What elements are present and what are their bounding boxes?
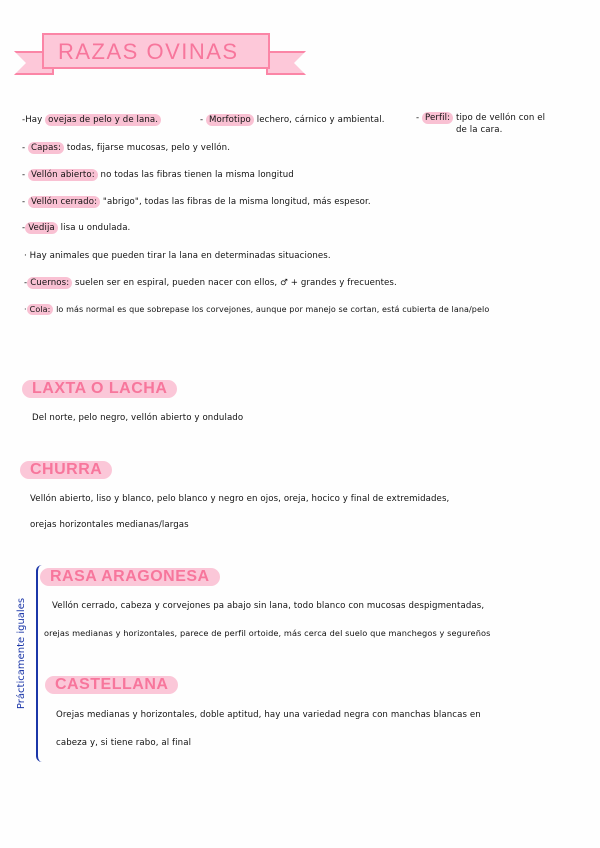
note-vellon-abierto: - Vellón abierto: no todas las fibras tienen la misma longitud xyxy=(22,170,294,180)
note-highlight: Cola: xyxy=(27,304,54,315)
note-highlight: Vedija xyxy=(25,222,58,234)
note-ovejas xyxy=(22,115,161,125)
note-text: todas, fijarse mucosas, pelo y vellón. xyxy=(64,143,231,153)
note-text: tipo de vellón con el xyxy=(453,113,546,123)
banner-tail-right xyxy=(266,51,306,75)
note-highlight: Vellón abierto: xyxy=(28,169,98,181)
breed-churra-line: Vellón abierto, liso y blanco, pelo blanco y negro en ojos, oreja, hocico y final de extremidades, xyxy=(30,494,450,504)
note-highlight: Morfotipo xyxy=(206,114,254,126)
note-cola: · Cola: lo más normal es que sobrepase los corvejones, aunque por manejo se cortan, está cubierta de lana/pelo xyxy=(24,305,490,314)
note-cuernos: - Cuernos: suelen ser en espiral, pueden nacer con ellos, ♂ + grandes y frecuentes. xyxy=(24,278,397,288)
note-text: "abrigo", todas las fibras de la misma longitud, más espesor. xyxy=(100,197,371,207)
note-text: -Hay xyxy=(22,115,46,125)
note-perfil-cont: de la cara. xyxy=(456,125,503,135)
note-text: lisa u ondulada. xyxy=(57,223,131,233)
note-tirar-lana: · Hay animales que pueden tirar la lana en determinadas situaciones. xyxy=(24,251,331,261)
breed-heading-castellana: CASTELLANA xyxy=(45,676,178,694)
note-text: - xyxy=(200,115,207,125)
note-vedija: - Vedija lisa u ondulada. xyxy=(22,223,131,233)
note-perfil xyxy=(416,113,545,123)
side-note: Prácticamente iguales xyxy=(16,597,28,710)
breed-heading-churra: CHURRA xyxy=(20,461,112,479)
banner-body xyxy=(42,33,270,69)
note-text: - xyxy=(416,113,423,123)
note-text: lo más normal es que sobrepase los corvejones, aunque por manejo se cortan, está cubierta de lana/pelo xyxy=(53,305,490,314)
bracket xyxy=(36,565,46,762)
note-capas: - Capas: todas, fijarse mucosas, pelo y vellón. xyxy=(22,143,231,153)
breed-heading-laxta: LAXTA O LACHA xyxy=(22,380,177,398)
page-title: RAZAS OVINAS xyxy=(58,39,239,64)
breed-castellana-line: cabeza y, si tiene rabo, al final xyxy=(56,738,192,748)
note-highlight: ovejas de pelo y de lana. xyxy=(45,114,161,126)
note-highlight: Cuernos: xyxy=(27,277,72,289)
note-text: no todas las fibras tienen la misma longitud xyxy=(97,170,294,180)
note-highlight: Vellón cerrado: xyxy=(28,196,100,208)
note-vellon-cerrado: - Vellón cerrado: "abrigo", todas las fibras de la misma longitud, más espesor. xyxy=(22,197,371,207)
breed-rasa-line: orejas medianas y horizontales, parece de perfil ortoide, más cerca del suelo que manchegos y segureños xyxy=(44,628,491,638)
title-banner xyxy=(14,33,306,75)
note-highlight: Capas: xyxy=(28,142,64,154)
note-highlight: Perfil: xyxy=(422,112,453,124)
note-morfotipo xyxy=(200,115,385,125)
breed-churra-line: orejas horizontales medianas/largas xyxy=(30,520,189,530)
note-text: suelen ser en espiral, pueden nacer con ellos, ♂ + grandes y frecuentes. xyxy=(72,278,397,288)
breed-castellana-line: Orejas medianas y horizontales, doble aptitud, hay una variedad negra con manchas blancas en xyxy=(56,710,481,720)
breed-heading-rasa-aragonesa: RASA ARAGONESA xyxy=(40,568,220,586)
breed-laxta-line: Del norte, pelo negro, vellón abierto y ondulado xyxy=(32,413,244,423)
breed-rasa-line: Vellón cerrado, cabeza y corvejones pa abajo sin lana, todo blanco con mucosas despigmentadas, xyxy=(52,601,485,611)
note-text: lechero, cárnico y ambiental. xyxy=(253,115,385,125)
